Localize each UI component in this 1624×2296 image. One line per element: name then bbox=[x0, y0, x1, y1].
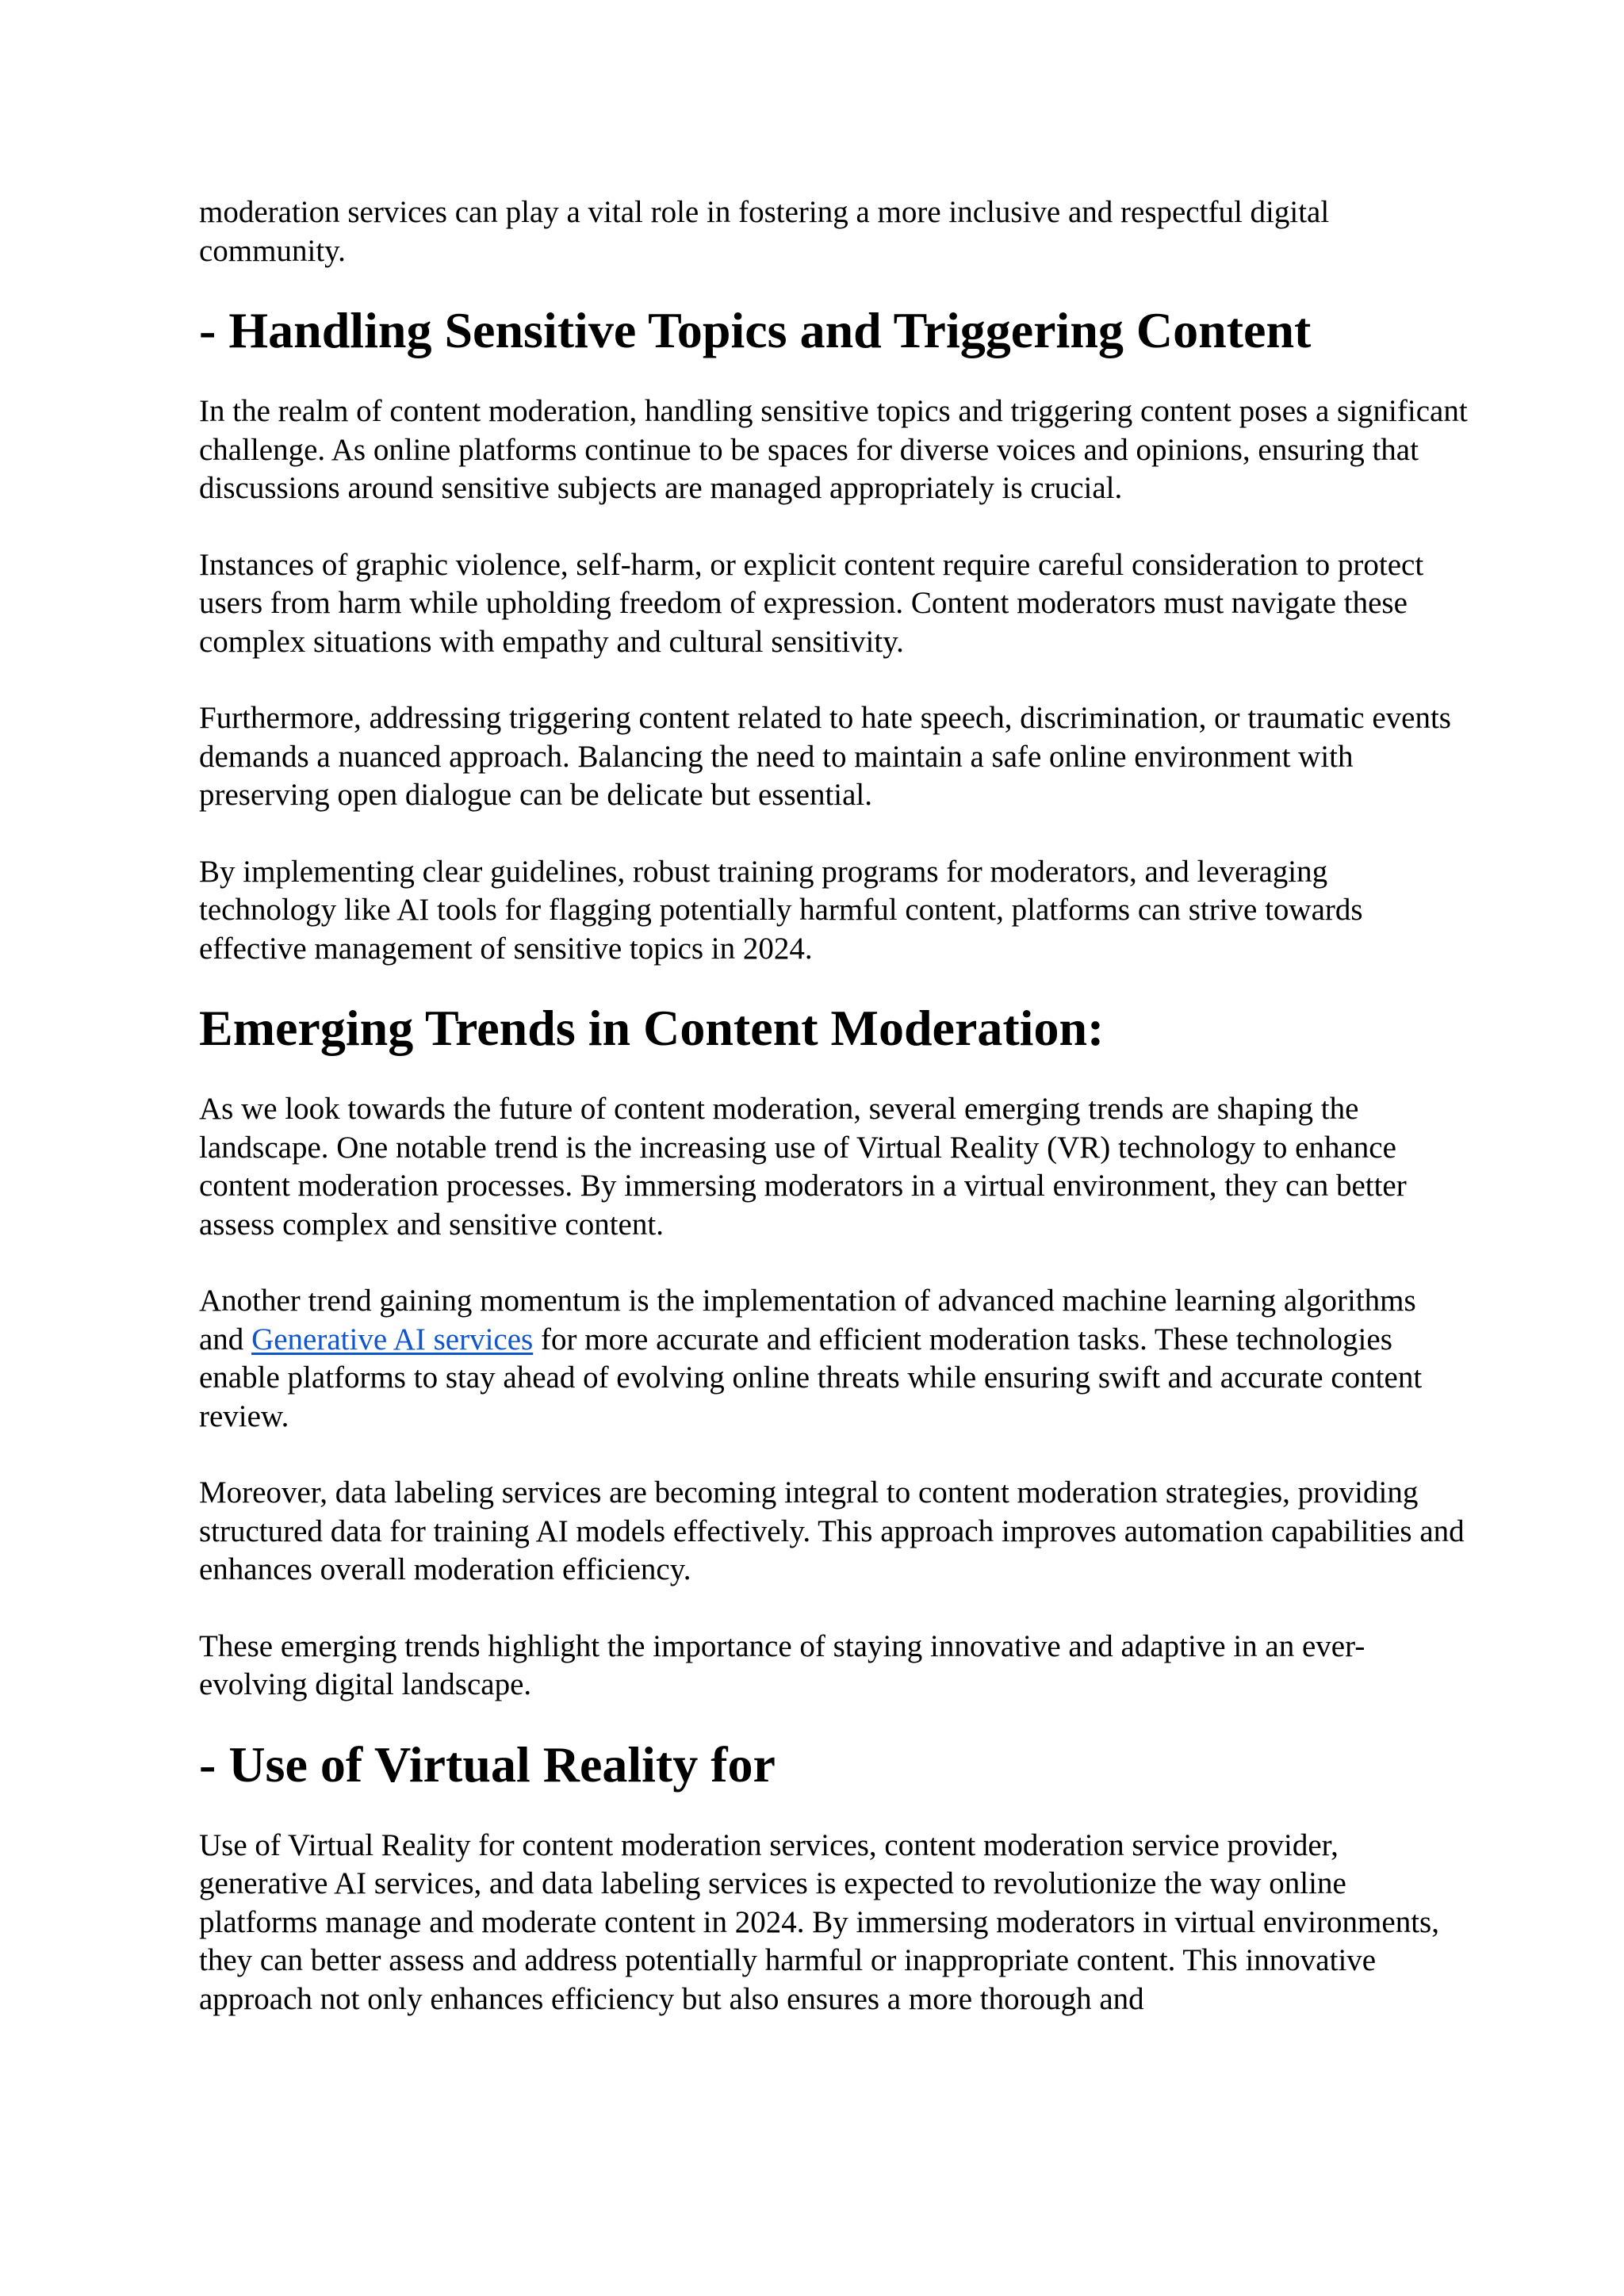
paragraph-trends-2-after-link: for more accurate and efficient moderation tasks. These technologies enable platforms to stay ahead of evolving online threats while ensuring swift and accurate content review. bbox=[199, 1322, 1423, 1433]
heading-sensitive-topics: - Handling Sensitive Topics and Triggering Content bbox=[199, 302, 1312, 358]
paragraph-trends-2 bbox=[199, 1282, 1468, 1436]
paragraph-sensitive-3: Furthermore, addressing triggering content related to hate speech, discrimination, or traumatic events demands a nuanced approach. Balancing the need to maintain a safe online environment with preserving open dialogue can be delicate but essential. bbox=[199, 701, 1451, 812]
generative-ai-services-link[interactable]: Generative AI services bbox=[251, 1322, 534, 1357]
paragraph-sensitive-1: In the realm of content moderation, handling sensitive topics and triggering content poses a significant challenge. As online platforms continue to be spaces for diverse voices and opinions, ensuring that discussions around sensitive subjects are managed appropriately is crucial. bbox=[199, 394, 1468, 505]
intro-paragraph: moderation services can play a vital role in fostering a more inclusive and respectful digital community. bbox=[199, 195, 1330, 268]
document-page bbox=[199, 193, 1468, 2019]
paragraph-virtual-reality: Use of Virtual Reality for content moderation services, content moderation service provider, generative AI services, and data labeling services is expected to revolutionize the way online platforms manage and moderate content in 2024. By immersing moderators in virtual environments, they can better assess and address potentially harmful or inappropriate content. This innovative approach not only enhances efficiency but also ensures a more thorough and bbox=[199, 1827, 1439, 2016]
heading-emerging-trends: Emerging Trends in Content Moderation: bbox=[199, 1000, 1105, 1056]
heading-virtual-reality: - Use of Virtual Reality for bbox=[199, 1735, 776, 1793]
paragraph-sensitive-2: Instances of graphic violence, self-harm, or explicit content require careful consideration to protect users from harm while upholding freedom of expression. Content moderators must navigate these complex situations with empathy and cultural sensitivity. bbox=[199, 547, 1424, 659]
paragraph-trends-1: As we look towards the future of content moderation, several emerging trends are shaping the landscape. One notable trend is the increasing use of Virtual Reality (VR) technology to enhance content moderation processes. By immersing moderators in a virtual environment, they can better assess complex and sensitive content. bbox=[199, 1092, 1407, 1242]
paragraph-trends-4: These emerging trends highlight the importance of staying innovative and adaptive in an ever-evolving digital landscape. bbox=[199, 1628, 1365, 1701]
paragraph-sensitive-4: By implementing clear guidelines, robust training programs for moderators, and leveraging technology like AI tools for flagging potentially harmful content, platforms can strive towards effective management of sensitive topics in 2024. bbox=[199, 854, 1363, 966]
paragraph-trends-3: Moreover, data labeling services are becoming integral to content moderation strategies, providing structured data for training AI models effectively. This approach improves automation capabilities and enhances overall moderation efficiency. bbox=[199, 1475, 1465, 1586]
paragraph-trends-2-before-link: Another trend gaining momentum is the implementation of advanced machine learning algorithms and bbox=[199, 1284, 1416, 1357]
